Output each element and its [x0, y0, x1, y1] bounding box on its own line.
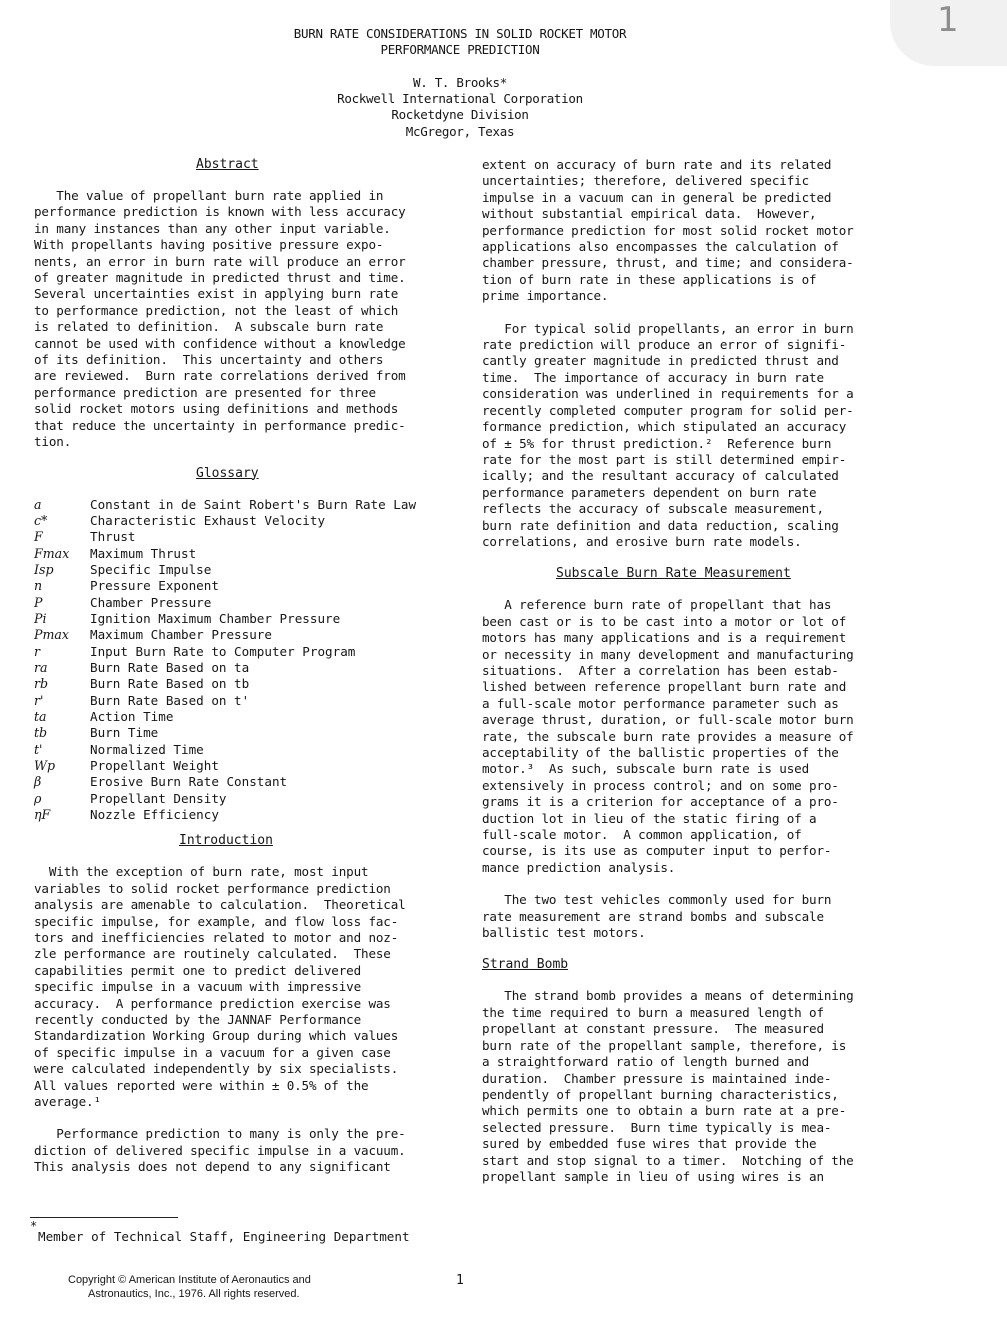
text-line: propellant sample in lieu of using wires is an: [482, 1168, 824, 1184]
text-line: the time required to burn a measured length of: [482, 1004, 824, 1020]
typical-propellants-paragraph: [482, 321, 902, 551]
text-line: average.¹: [34, 1094, 101, 1110]
text-line: to performance prediction, not the least of which: [34, 302, 399, 318]
glossary-definition: Thrust: [90, 529, 136, 545]
glossary-item: [34, 611, 454, 627]
glossary-symbol: β: [34, 774, 42, 790]
glossary-symbol: Isp: [34, 561, 54, 577]
text-line: are reviewed. Burn rate correlations derived from: [34, 368, 406, 384]
text-line: solid rocket motors using definitions and methods: [34, 401, 399, 417]
glossary-item: [34, 513, 454, 529]
test-vehicles-paragraph: [482, 892, 902, 941]
glossary-definition: Ignition Maximum Chamber Pressure: [90, 610, 341, 626]
strand-bomb-heading: Strand Bomb: [482, 957, 569, 973]
text-line: reflects the accuracy of subscale measurement,: [482, 501, 824, 517]
text-line: mance prediction analysis.: [482, 859, 676, 875]
text-line: formance prediction, which stipulated an accuracy: [482, 419, 847, 435]
glossary-definition: Action Time: [90, 708, 174, 724]
glossary-definition: Propellant Weight: [90, 758, 219, 773]
text-line: duration. Chamber pressure is maintained inde-: [482, 1070, 832, 1086]
glossary-symbol: r': [34, 692, 44, 708]
affiliation-line-3: McGregor, Texas: [405, 124, 515, 139]
affiliation-line-2: Rocketdyne Division: [391, 107, 529, 122]
text-line: With propellants having positive pressure expo-: [34, 237, 384, 253]
text-line: that reduce the uncertainty in performance predic-: [34, 417, 406, 433]
paper-title-line-1: BURN RATE CONSIDERATIONS IN SOLID ROCKET MOTOR: [293, 26, 627, 41]
glossary-item: [34, 578, 454, 594]
text-line: is related to definition. A subscale burn rate: [34, 319, 384, 335]
continued-paragraph: [482, 157, 902, 305]
glossary-item: [34, 709, 454, 725]
copyright-line-1: Copyright © American Institute of Aeronautics and: [68, 1274, 311, 1286]
glossary-symbol: Wp: [34, 758, 56, 773]
glossary-symbol: tb: [34, 725, 48, 741]
text-line: of greater magnitude in predicted thrust and time.: [34, 270, 406, 286]
glossary-definition: Burn Rate Based on tb: [90, 676, 250, 692]
glossary-definition: Burn Rate Based on t': [90, 692, 250, 708]
paper-title-line-2: PERFORMANCE PREDICTION: [380, 42, 540, 57]
glossary-symbol: Pmax: [34, 627, 70, 643]
glossary-item: [34, 676, 454, 692]
text-line: extent on accuracy of burn rate and its related: [482, 157, 832, 172]
glossary-symbol: t': [34, 741, 43, 757]
text-line: performance prediction for most solid rocket motor: [482, 222, 854, 238]
glossary-item: [34, 758, 454, 774]
text-line: lished between reference propellant burn rate and: [482, 679, 847, 695]
text-line: Several uncertainties exist in applying burn rate: [34, 286, 399, 302]
glossary-symbol: P: [34, 594, 43, 610]
text-line: time. The importance of accuracy in burn rate: [482, 369, 824, 385]
text-line: sured by embedded fuse wires that provide the: [482, 1136, 817, 1152]
text-line: correlations, and erosive burn rate models.: [482, 533, 802, 549]
text-line: chamber pressure, thrust, and time; and considera-: [482, 255, 854, 271]
text-line: in many instances than any other input variable.: [34, 220, 391, 236]
text-line: selected pressure. Burn time typically is mea-: [482, 1119, 832, 1135]
text-line: performance parameters dependent on burn rate: [482, 484, 817, 500]
text-line: pendently of propellant burning characteristics,: [482, 1086, 839, 1102]
text-line: tion.: [34, 434, 72, 450]
affiliation-line-1: Rockwell International Corporation: [337, 91, 583, 106]
glossary-symbol: ρ: [34, 790, 42, 806]
text-line: recently conducted by the JANNAF Performance: [34, 1012, 362, 1028]
glossary-item: [34, 497, 454, 513]
text-line: propellant at constant pressure. The measured: [482, 1021, 824, 1037]
glossary-definition: Specific Impulse: [90, 561, 212, 577]
text-line: cantly greater magnitude in predicted thrust and: [482, 353, 839, 369]
glossary-item: [34, 693, 454, 709]
text-line: accuracy. A performance prediction exercise was: [34, 995, 391, 1011]
glossary-definition: Nozzle Efficiency: [90, 807, 219, 823]
text-line: were calculated independently by six specialists.: [34, 1061, 399, 1077]
text-line: consideration was underlined in requirements for a: [482, 386, 854, 402]
glossary-symbol: ηF: [34, 807, 51, 823]
glossary-item: [34, 774, 454, 790]
glossary-definition: Characteristic Exhaust Velocity: [90, 512, 326, 528]
reference-burn-rate-paragraph: [482, 597, 902, 876]
glossary-definition: Burn Rate Based on ta: [90, 659, 250, 675]
glossary-item: [34, 529, 454, 545]
text-line: of ± 5% for thrust prediction.² Reference burn: [482, 435, 832, 451]
text-line: motor.³ As such, subscale burn rate is used: [482, 761, 810, 777]
subscale-heading: Subscale Burn Rate Measurement: [556, 566, 791, 582]
glossary-symbol: rb: [34, 676, 49, 692]
text-line: applications also encompasses the calculation of: [482, 239, 839, 255]
text-line: burn rate definition and data reduction, scaling: [482, 517, 839, 533]
text-line: grams it is a criterion for acceptance of a pro-: [482, 794, 839, 810]
glossary-symbol: F: [34, 529, 43, 545]
glossary-item: [34, 562, 454, 578]
abstract-body: [34, 188, 454, 451]
text-line: This analysis does not depend to any significant: [34, 1159, 391, 1175]
text-line: tion of burn rate in these applications is of: [482, 271, 817, 287]
glossary-item: [34, 627, 454, 643]
text-line: course, is its use as computer input to perfor-: [482, 843, 832, 859]
glossary-definition: Chamber Pressure: [90, 594, 212, 610]
text-line: duction lot in lieu of the static firing of a: [482, 810, 817, 826]
text-line: rate measurement are strand bombs and subscale: [482, 908, 824, 924]
glossary-heading: Glossary: [196, 465, 259, 481]
text-line: which permits one to obtain a burn rate at a pre-: [482, 1103, 847, 1119]
left-column: [34, 157, 454, 1176]
glossary-definition: Propellant Density: [90, 790, 227, 806]
glossary-symbol: r: [34, 643, 41, 659]
text-line: motors has many applications and is a requirement: [482, 630, 847, 646]
glossary-symbol: a: [34, 496, 42, 512]
glossary-item: [34, 791, 454, 807]
glossary-definition: Maximum Thrust: [90, 545, 197, 561]
glossary-definition: Pressure Exponent: [90, 578, 219, 594]
text-line: rate prediction will produce an error of signifi-: [482, 337, 847, 353]
text-line: rate, the subscale burn rate provides a measure of: [482, 728, 854, 744]
text-line: or necessity in many development and manufacturing: [482, 646, 854, 662]
text-line: specific impulse in a vacuum with impressive: [34, 979, 362, 995]
text-line: variables to solid rocket performance prediction: [34, 880, 391, 896]
text-line: a full-scale motor performance parameter such as: [482, 695, 839, 711]
text-line: a straightforward ratio of length burned and: [482, 1054, 810, 1070]
text-line: specific impulse, for example, and flow loss fac-: [34, 913, 399, 929]
text-line: capabilities permit one to predict delivered: [34, 962, 362, 978]
copyright-line-2: Astronautics, Inc., 1976. All rights reserved.: [88, 1288, 300, 1300]
glossary-symbol: ra: [34, 659, 48, 675]
glossary-symbol: Fmax: [34, 545, 70, 561]
glossary-definition: Maximum Chamber Pressure: [90, 627, 272, 643]
copyright-notice: [68, 1273, 358, 1301]
text-line: of its definition. This uncertainty and others: [34, 352, 384, 368]
glossary-definition: Burn Time: [90, 725, 159, 741]
glossary-item: [34, 660, 454, 676]
glossary-definition: Normalized Time: [90, 741, 204, 757]
text-line: zle performance are routinely calculated. These: [34, 946, 391, 962]
text-line: full-scale motor. A common application, of: [482, 827, 802, 843]
text-line: With the exception of burn rate, most input: [34, 864, 369, 880]
text-line: impulse in a vacuum can in general be predicted: [482, 189, 832, 205]
glossary-symbol: c*: [34, 512, 48, 528]
introduction-paragraph-1: [34, 864, 454, 1110]
glossary-item: [34, 595, 454, 611]
glossary-symbol: n: [34, 578, 43, 594]
text-line: A reference burn rate of propellant that has: [482, 597, 832, 613]
text-line: prime importance.: [482, 288, 609, 304]
text-line: tors and inefficiencies related to motor and noz-: [34, 930, 399, 945]
glossary-list: [34, 497, 454, 824]
introduction-paragraph-2: [34, 1126, 454, 1175]
text-line: average thrust, duration, or full-scale motor burn: [482, 712, 854, 728]
text-line: been cast or is to be cast into a motor or lot of: [482, 613, 847, 629]
glossary-symbol: ta: [34, 708, 47, 724]
text-line: performance prediction is known with less accuracy: [34, 204, 406, 220]
text-line: The two test vehicles commonly used for burn: [482, 892, 832, 908]
text-line: Performance prediction to many is only the pre-: [34, 1126, 406, 1142]
text-line: of specific impulse in a vacuum for a given case: [34, 1044, 391, 1060]
glossary-item: [34, 742, 454, 758]
glossary-definition: Erosive Burn Rate Constant: [90, 774, 288, 790]
text-line: burn rate of the propellant sample, therefore, is: [482, 1037, 847, 1053]
text-line: performance prediction are presented for three: [34, 384, 376, 400]
abstract-heading: Abstract: [196, 157, 259, 172]
glossary-definition: Input Burn Rate to Computer Program: [90, 643, 356, 659]
text-line: uncertainties; therefore, delivered specific: [482, 173, 810, 189]
text-line: The strand bomb provides a means of determining: [482, 988, 854, 1004]
page-number: 1: [456, 1273, 464, 1288]
author-name: W. T. Brooks*: [413, 75, 507, 90]
right-column: [482, 157, 902, 1185]
text-line: rate for the most part is still determined empir-: [482, 451, 847, 467]
glossary-item: [34, 546, 454, 562]
text-line: situations. After a correlation has been estab-: [482, 662, 839, 678]
text-line: analysis are amenable to calculation. Theoretical: [34, 897, 406, 913]
text-line: cannot be used with confidence without a knowledge: [34, 335, 406, 351]
text-line: For typical solid propellants, an error in burn: [482, 320, 854, 336]
text-line: ically; and the resultant accuracy of calculated: [482, 468, 839, 484]
text-line: Standardization Working Group during which values: [34, 1028, 399, 1044]
glossary-item: [34, 644, 454, 660]
strand-bomb-paragraph: [482, 988, 902, 1185]
glossary-item: [34, 807, 454, 823]
footnote-text: Member of Technical Staff, Engineering Department: [38, 1229, 410, 1244]
text-line: ballistic test motors.: [482, 925, 646, 941]
glossary-item: [34, 725, 454, 741]
text-line: extensively in process control; and on some pro-: [482, 777, 839, 793]
footnote-rule: [30, 1217, 178, 1218]
text-line: All values reported were within ± 0.5% of the: [34, 1077, 369, 1093]
footnote-star: *: [30, 1219, 38, 1233]
text-line: diction of delivered specific impulse in a vacuum.: [34, 1142, 406, 1158]
corner-page-number: 1: [937, 0, 959, 40]
text-line: The value of propellant burn rate applied in: [34, 188, 384, 203]
text-line: recently completed computer program for solid per-: [482, 402, 854, 418]
glossary-symbol: Pi: [34, 610, 47, 626]
introduction-heading: Introduction: [179, 833, 273, 849]
text-line: acceptability of the ballistic properties of the: [482, 745, 839, 760]
text-line: nents, an error in burn rate will produce an error: [34, 253, 406, 269]
text-line: without substantial empirical data. However,: [482, 206, 817, 222]
glossary-definition: Constant in de Saint Robert's Burn Rate Law: [90, 496, 417, 512]
text-line: start and stop signal to a timer. Notching of the: [482, 1152, 854, 1168]
